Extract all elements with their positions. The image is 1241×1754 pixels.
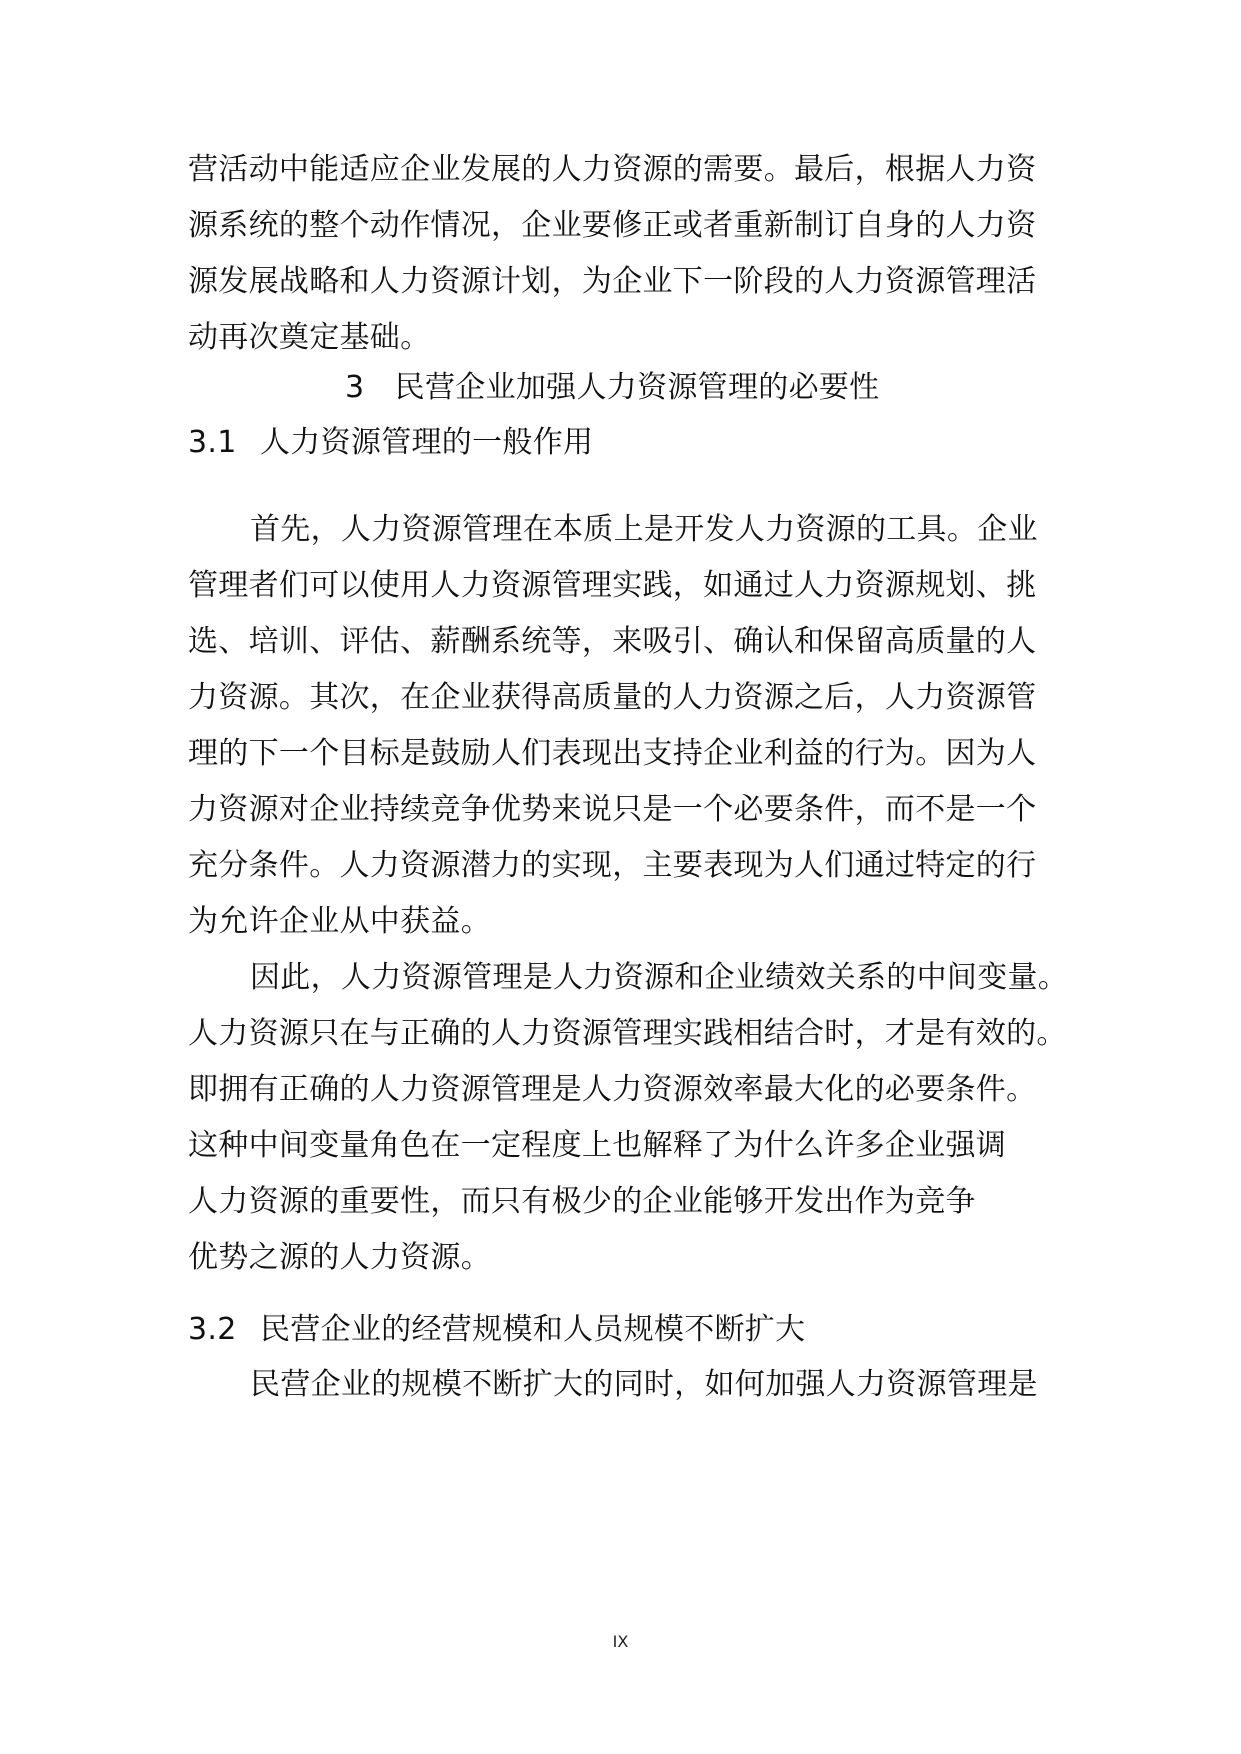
- paragraph-line: 人力资源的重要性，而只有极少的企业能够开发出作为竞争: [188, 1184, 976, 1219]
- paragraph-line: 即拥有正确的人力资源管理是人力资源效率最大化的必要条件。: [188, 1072, 1037, 1107]
- section-heading-3-1: [188, 423, 593, 463]
- paragraph-line: 管理者们可以使用人力资源管理实践，如通过人力资源规划、挑: [188, 568, 1037, 603]
- paragraph-line: 优势之源的人力资源。: [188, 1240, 491, 1275]
- paragraph-line: 动再次奠定基础。: [188, 320, 431, 355]
- paragraph-line: 源发展战略和人力资源计划，为企业下一阶段的人力资源管理活: [188, 264, 1037, 299]
- paragraph-line: 为允许企业从中获益。: [188, 904, 491, 939]
- section-title: 民营企业的经营规模和人员规模不断扩大: [260, 1312, 806, 1347]
- paragraph-line: 源系统的整个动作情况，企业要修正或者重新制订自身的人力资: [188, 208, 1037, 243]
- paragraph-line: 选、培训、评估、薪酬系统等，来吸引、确认和保留高质量的人: [188, 624, 1037, 659]
- section-number: 3.1: [188, 425, 237, 460]
- paragraph-line: 力资源。其次，在企业获得高质量的人力资源之后，人力资源管: [188, 680, 1037, 715]
- paragraph-line: 充分条件。人力资源潜力的实现，主要表现为人们通过特定的行: [188, 848, 1037, 883]
- paragraph-line: 力资源对企业持续竞争优势来说只是一个必要条件，而不是一个: [188, 792, 1037, 827]
- section-number: 3.2: [188, 1312, 237, 1347]
- paragraph-line: 民营企业的规模不断扩大的同时，如何加强人力资源管理是: [250, 1367, 1038, 1402]
- chapter-heading: 3 民营企业加强人力资源管理的必要性: [345, 370, 880, 405]
- paragraph-line: 首先，人力资源管理在本质上是开发人力资源的工具。企业: [250, 512, 1038, 547]
- section-title: 人力资源管理的一般作用: [260, 425, 594, 460]
- paragraph-line: 人力资源只在与正确的人力资源管理实践相结合时，才是有效的。: [188, 1016, 1067, 1051]
- page-number: IX: [612, 1632, 629, 1651]
- paragraph-line: 这种中间变量角色在一定程度上也解释了为什么许多企业强调: [188, 1128, 1007, 1163]
- section-heading-3-2: [188, 1310, 805, 1350]
- paragraph-line: 营活动中能适应企业发展的人力资源的需要。最后，根据人力资: [188, 152, 1037, 187]
- paragraph-line: 因此，人力资源管理是人力资源和企业绩效关系的中间变量。: [250, 960, 1069, 995]
- paragraph-line: 理的下一个目标是鼓励人们表现出支持企业利益的行为。因为人: [188, 736, 1037, 771]
